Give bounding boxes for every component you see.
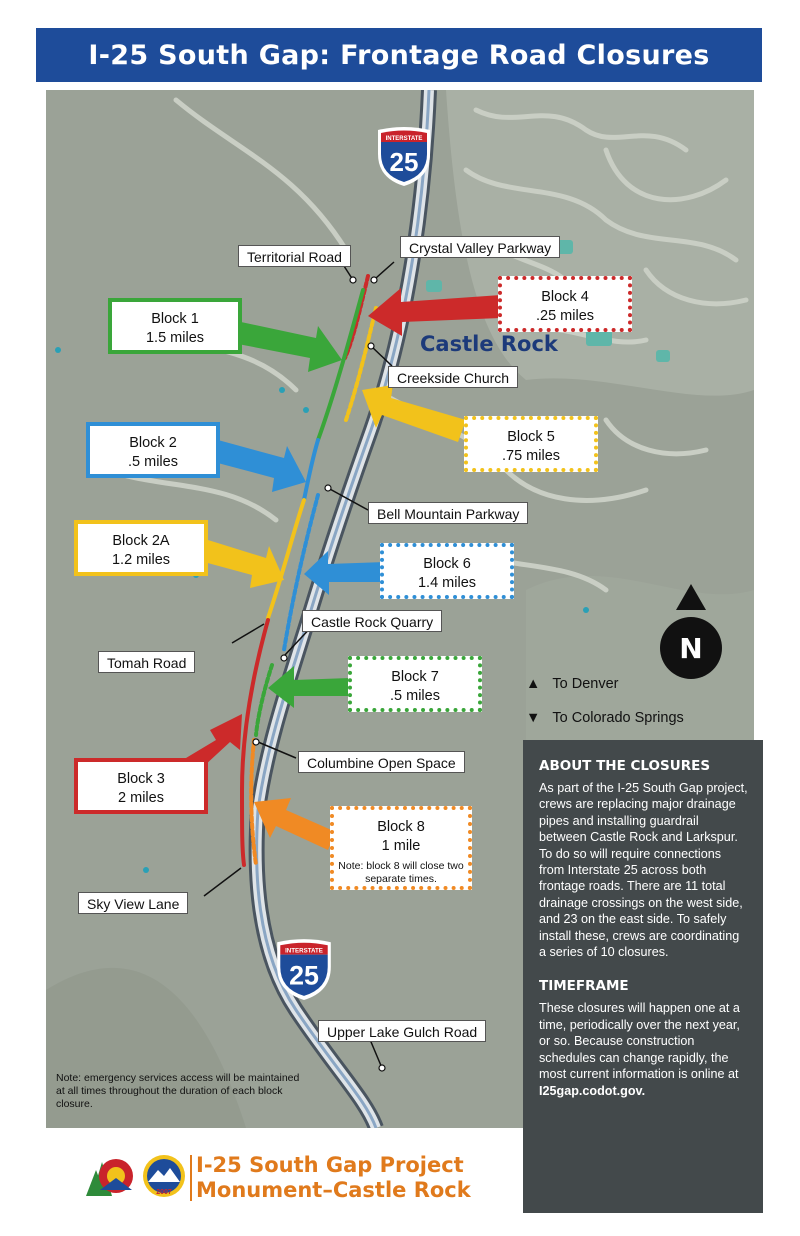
block-2-name: Block 2 — [129, 435, 177, 451]
block-8-length: 1 mile — [381, 838, 421, 854]
svg-text:INTERSTATE: INTERSTATE — [285, 947, 323, 955]
colorado-logo-icon — [82, 1152, 138, 1200]
page-title: I-25 South Gap: Frontage Road Closures — [36, 28, 762, 82]
block-2-length: .5 miles — [128, 454, 178, 470]
legend-to-colorado-springs-label: To Colorado Springs — [552, 710, 684, 726]
block-6-name: Block 6 — [423, 556, 471, 572]
block-6-length: 1.4 miles — [417, 575, 477, 591]
block-7-name: Block 7 — [391, 669, 439, 685]
label-tomah-road: Tomah Road — [98, 651, 195, 673]
svg-text:25: 25 — [389, 147, 419, 177]
block-3-name: Block 3 — [117, 771, 165, 787]
label-bell-mountain-parkway: Bell Mountain Parkway — [368, 502, 528, 524]
legend-to-denver — [526, 676, 618, 692]
footer-line-1: I-25 South Gap Project — [196, 1153, 464, 1177]
block-4-name: Block 4 — [541, 289, 589, 305]
label-crystal-valley-parkway: Crystal Valley Parkway — [400, 236, 560, 258]
place-castle-rock: Castle Rock — [420, 332, 558, 356]
emergency-services-note: Note: emergency services access will be maintained at all times throughout the duration of each block closure. — [56, 1072, 300, 1110]
block-7-callout — [348, 656, 482, 712]
interstate-shield-bottom-icon — [272, 936, 336, 1002]
block-5-name: Block 5 — [507, 429, 555, 445]
timeframe-body — [539, 1000, 749, 1098]
block-4-length: .25 miles — [535, 308, 595, 324]
triangle-down-icon: ▼ — [526, 710, 541, 726]
block-5-length: .75 miles — [501, 448, 561, 464]
block-2a-callout — [74, 520, 208, 576]
label-sky-view-lane: Sky View Lane — [78, 892, 188, 914]
label-columbine-open-space: Columbine Open Space — [298, 751, 465, 773]
block-7-length: .5 miles — [390, 688, 440, 704]
svg-text:2007: 2007 — [156, 1189, 172, 1196]
block-8-callout — [330, 806, 472, 890]
interstate-shield-top-icon — [374, 124, 434, 188]
block-3-length: 2 miles — [118, 790, 164, 806]
block-6-callout — [380, 543, 514, 599]
block-8-note: Note: block 8 will close two separate times. — [338, 860, 464, 885]
block-3-callout — [74, 758, 208, 814]
block-1-length: 1.5 miles — [145, 330, 205, 346]
svg-text:INTERSTATE: INTERSTATE — [385, 136, 423, 142]
label-creekside-church: Creekside Church — [388, 366, 518, 388]
block-5-callout — [464, 416, 598, 472]
timeframe-heading: TIMEFRAME — [539, 978, 629, 995]
footer-line-2: Monument–Castle Rock — [196, 1178, 471, 1202]
about-closures-panel — [523, 740, 763, 1213]
label-territorial-road: Territorial Road — [238, 245, 351, 267]
label-castle-rock-quarry: Castle Rock Quarry — [302, 610, 442, 632]
triangle-up-icon: ▲ — [526, 676, 541, 692]
block-1-name: Block 1 — [151, 311, 199, 327]
legend-to-denver-label: To Denver — [552, 676, 619, 692]
svg-text:25: 25 — [289, 960, 319, 991]
about-body: As part of the I-25 South Gap project, crews are replacing major drainage pipes and installing guardrail between Castle Rock and Larkspur. To do so will require connections from Interstate 25 across both frontage roads. There are 11 total drainage crossings on the west side, and 23 on the east side. To safely install these, crews are coordinating a series of 10 closures. — [539, 781, 748, 960]
timeframe-text: These closures will happen one at a time, periodically over the next year, or so. Because construction schedules can change rapidly, the most current information is online at — [539, 1001, 740, 1082]
north-arrow-icon — [676, 584, 706, 610]
block-2a-length: 1.2 miles — [111, 552, 171, 568]
block-2a-name: Block 2A — [112, 533, 170, 549]
footer-title — [196, 1153, 471, 1203]
about-heading: ABOUT THE CLOSURES — [539, 758, 711, 774]
block-2-callout — [86, 422, 220, 478]
project-url[interactable]: I25gap.codot.gov. — [539, 1083, 646, 1098]
block-8-name: Block 8 — [377, 819, 425, 835]
cdot-logo-icon — [140, 1152, 188, 1200]
footer-divider — [190, 1155, 192, 1201]
legend-to-colorado-springs — [526, 710, 684, 726]
block-1-callout — [108, 298, 242, 354]
block-4-callout — [498, 276, 632, 332]
north-compass: N — [660, 617, 722, 679]
label-upper-lake-gulch-road: Upper Lake Gulch Road — [318, 1020, 486, 1042]
